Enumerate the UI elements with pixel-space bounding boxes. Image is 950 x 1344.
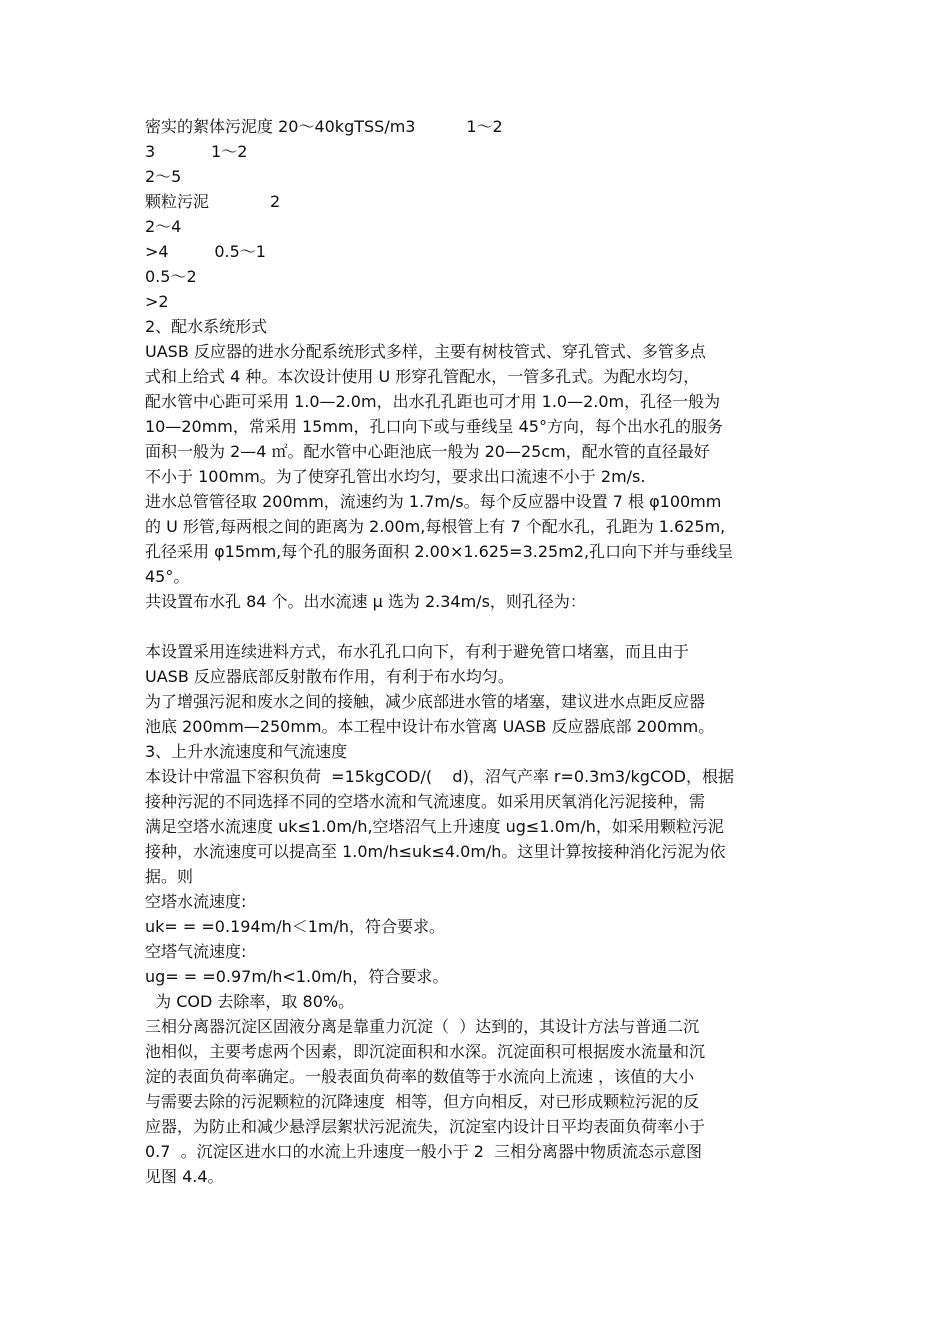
text-line: 三相分离器沉淀区固液分离是靠重力沉淀（ ）达到的，其设计方法与普通二沉 — [145, 1017, 700, 1036]
paragraph — [145, 1014, 810, 1189]
text-line: UASB 反应器底部反射散布作用，有利于布水均匀。 — [145, 667, 514, 686]
text-line: 2～5 — [145, 167, 182, 186]
text-line: 为了增强污泥和废水之间的接触，减少底部进水管的堵塞，建议进水点距反应器 — [145, 692, 706, 711]
text-line: 45°。 — [145, 567, 190, 586]
text-line: 面积一般为 2—4 ㎡。配水管中心距池底一般为 20—25cm，配水管的直径最好 — [145, 442, 710, 461]
paragraph — [145, 764, 810, 889]
text-line: 式和上给式 4 种。本次设计使用 U 形穿孔管配水，一管多孔式。为配水均匀， — [145, 367, 700, 386]
gas-velocity-equation: ug= = =0.97m/h<1.0m/h，符合要求。 — [145, 967, 449, 986]
paragraph — [145, 689, 810, 739]
text-line: 10—20mm，常采用 15mm，孔口向下或与垂线呈 45°方向，每个出水孔的服务 — [145, 417, 723, 436]
water-velocity-equation: uk= = =0.194m/h＜1m/h，符合要求。 — [145, 917, 446, 936]
section-water-distribution — [145, 314, 810, 739]
section-heading: 2、配水系统形式 — [145, 317, 268, 336]
document-body — [145, 114, 810, 1189]
paragraph — [145, 489, 810, 589]
section-upflow-velocity — [145, 739, 810, 1189]
text-line: 淀的表面负荷率确定。一般表面负荷率的数值等于水流向上流速 ，该值的大小 — [145, 1067, 695, 1086]
water-velocity-label: 空塔水流速度: — [145, 892, 247, 911]
text-line: >2 — [145, 292, 169, 311]
text-line: 满足空塔水流速度 uk≤1.0m/h,空塔沼气上升速度 ug≤1.0m/h，如采用颗粒污泥 — [145, 817, 724, 836]
text-line: 0.7 。沉淀区进水口的水流上升速度一般小于 2 三相分离器中物质流态示意图 — [145, 1142, 703, 1161]
text-line: UASB 反应器的进水分配系统形式多样，主要有树枝管式、穿孔管式、多管多点 — [145, 342, 706, 361]
text-line: 共设置布水孔 84 个。出水流速 μ 选为 2.34m/s，则孔径为： — [145, 592, 586, 611]
cod-removal-note: 为 COD 去除率，取 80%。 — [145, 992, 355, 1011]
text-line: 本设置采用连续进料方式，布水孔孔口向下，有利于避免管口堵塞，而且由于 — [145, 642, 690, 661]
text-line: 见图 4.4。 — [145, 1167, 224, 1186]
text-line: 进水总管管径取 200mm，流速约为 1.7m/s。每个反应器中设置 7 根 φ100mm — [145, 492, 722, 511]
text-line: 接种，水流速度可以提高至 1.0m/h≤uk≤4.0m/h。这里计算按接种消化污泥为依 — [145, 842, 726, 861]
paragraph — [145, 339, 810, 489]
text-line: 据。则 — [145, 867, 194, 886]
sludge-load-table-fragment — [145, 114, 810, 314]
text-line: 本设计中常温下容积负荷 =15kgCOD/( d)，沼气产率 r=0.3m3/kgCOD，根据 — [145, 767, 735, 786]
text-line: 密实的絮体污泥度 20～40kgTSS/m3 1～2 — [145, 117, 503, 136]
text-line: 颗粒污泥 2 — [145, 192, 281, 211]
text-line: 应器，为防止和减少悬浮层絮状污泥流失，沉淀室内设计日平均表面负荷率小于 — [145, 1117, 706, 1136]
text-line: 不小于 100mm。为了使穿孔管出水均匀，要求出口流速不小于 2m/s. — [145, 467, 646, 486]
text-line: 池底 200mm—250mm。本工程中设计布水管离 UASB 反应器底部 200mm。 — [145, 717, 715, 736]
formula-gap — [145, 614, 810, 639]
text-line: 孔径采用 φ15mm,每个孔的服务面积 2.00×1.625=3.25m2,孔口向下并与垂线呈 — [145, 542, 734, 561]
paragraph — [145, 639, 810, 689]
text-line: 3 1～2 — [145, 142, 248, 161]
text-line: 2～4 — [145, 217, 182, 236]
section-heading: 3、上升水流速度和气流速度 — [145, 742, 348, 761]
text-line: 的 U 形管,每两根之间的距离为 2.00m,每根管上有 7 个配水孔，孔距为 1.625m, — [145, 517, 726, 536]
text-line: 配水管中心距可采用 1.0—2.0m，出水孔孔距也可才用 1.0—2.0m，孔径一般为 — [145, 392, 721, 411]
text-line: 接种污泥的不同选择不同的空塔水流和气流速度。如采用厌氧消化污泥接种，需 — [145, 792, 706, 811]
gas-velocity-label: 空塔气流速度: — [145, 942, 247, 961]
text-line: 池相似，主要考虑两个因素，即沉淀面积和水深。沉淀面积可根据废水流量和沉 — [145, 1042, 706, 1061]
text-line: 与需要去除的污泥颗粒的沉降速度 相等，但方向相反，对已形成颗粒污泥的反 — [145, 1092, 700, 1111]
text-line: >4 0.5～1 — [145, 242, 266, 261]
text-line: 0.5～2 — [145, 267, 197, 286]
